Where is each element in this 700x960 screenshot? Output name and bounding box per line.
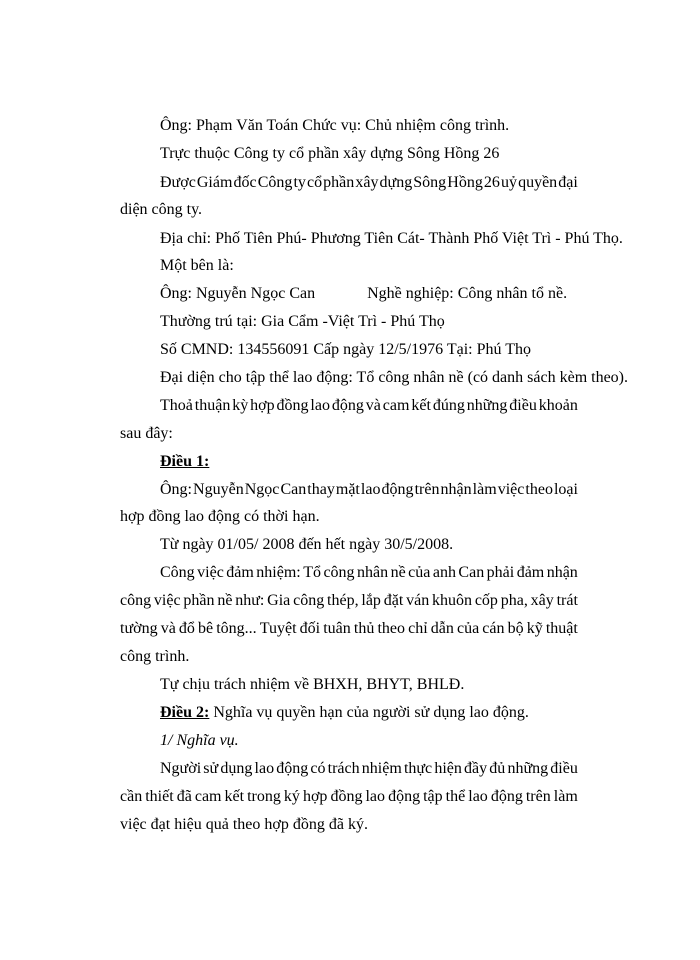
party-b-occupation: Nghề nghiệp: Công nhân tổ nề. <box>367 285 568 302</box>
word: ty <box>293 174 306 191</box>
word: trát <box>556 592 578 609</box>
article-1-p1-line <box>160 481 578 499</box>
article-2-sub-1: 1/ Nghĩa vụ. <box>160 732 239 749</box>
word: đồng <box>276 397 309 414</box>
word: đảm <box>226 564 254 581</box>
word: dụng <box>220 760 253 777</box>
word: Ông: <box>160 481 192 498</box>
word: của <box>456 620 480 637</box>
word: dựng <box>379 174 413 191</box>
word: đúng <box>432 397 465 414</box>
word: cần <box>120 788 143 805</box>
word: theo <box>525 481 553 498</box>
word: chỉ <box>408 620 428 637</box>
word: làm <box>472 481 497 498</box>
word: thuận <box>194 397 231 414</box>
word: loại <box>553 481 578 498</box>
article-2-heading-line <box>160 704 529 722</box>
word: tường <box>120 620 158 637</box>
word: kết <box>411 397 431 414</box>
word: bộ <box>507 620 524 637</box>
word: uỷ <box>500 174 517 191</box>
party-b-name-line <box>160 285 567 303</box>
word: đối <box>299 620 321 637</box>
article-2-heading: Điều 2: <box>160 704 210 721</box>
word: thể <box>445 788 466 805</box>
article-1-duty-line-2 <box>120 592 578 610</box>
word: hiện <box>434 760 462 777</box>
word: Tuyệt <box>259 620 297 637</box>
word: khuôn <box>432 592 473 609</box>
article-1-heading: Điều 1: <box>160 453 210 470</box>
word: động <box>381 481 414 498</box>
word: có <box>310 760 326 777</box>
party-a-representative: Ông: Phạm Văn Toán Chức vụ: Chủ nhiệm công trình. <box>160 117 510 134</box>
word: Sông <box>413 174 447 191</box>
word: thiết <box>145 788 174 805</box>
word: dẫn <box>430 620 454 637</box>
word: tông... <box>216 620 257 637</box>
word: anh <box>432 564 456 581</box>
word: đảm <box>516 564 545 581</box>
word: việc <box>197 564 224 581</box>
agreement-cont: sau đây: <box>120 425 173 442</box>
word: và <box>365 397 381 414</box>
word: Công <box>160 564 195 581</box>
article-1-insurance: Tự chịu trách nhiệm về BHXH, BHYT, BHLĐ. <box>160 676 465 693</box>
word: làm <box>553 788 578 805</box>
word: lao <box>310 397 330 414</box>
article-1-duty-cont: công trình. <box>120 648 190 665</box>
word: đã <box>176 788 192 805</box>
agreement-line <box>160 397 578 415</box>
article-2-title: Nghĩa vụ quyền hạn của người sử dụng lao động. <box>209 704 529 721</box>
word: thực <box>403 760 433 777</box>
word: thuật <box>545 620 578 637</box>
word: lao <box>365 788 386 805</box>
word: nhận <box>546 564 578 581</box>
word: thủ <box>353 620 375 637</box>
party-b-residence: Thường trú tại: Gia Cẩm -Việt Trì - Phú Thọ <box>160 313 445 330</box>
word: của <box>408 564 431 581</box>
word: quyền <box>518 174 558 191</box>
word: đủ <box>489 760 506 777</box>
word: những <box>507 760 549 777</box>
word: cam <box>194 788 222 805</box>
word: đặt <box>383 592 404 609</box>
word: Thoả <box>160 397 193 414</box>
word: Công <box>257 174 293 191</box>
word: công <box>323 564 355 581</box>
word: lắp <box>361 592 381 609</box>
word: như: <box>235 592 265 609</box>
word: phần <box>323 174 355 191</box>
article-1-dates: Từ ngày 01/05/ 2008 đến hết ngày 30/5/2008. <box>160 536 454 553</box>
word: sử <box>203 760 219 777</box>
word: hợp <box>302 788 328 805</box>
word: kết <box>224 788 245 805</box>
word: trách <box>327 760 360 777</box>
word: nhận <box>440 481 472 498</box>
word: kỹ <box>526 620 543 637</box>
word: Nguyễn <box>193 481 244 498</box>
party-b-intro: Một bên là: <box>160 257 234 274</box>
party-a-address: Địa chỉ: Phố Tiên Phú- Phương Tiên Cát- Thành Phố Việt Trì - Phú Thọ. <box>160 230 623 247</box>
word: động <box>388 788 421 805</box>
word: phải <box>486 564 515 581</box>
word: hợp <box>250 397 275 414</box>
article-2-p-line-1 <box>160 760 578 778</box>
word: Hồng <box>447 174 483 191</box>
word: Người <box>160 760 202 777</box>
party-a-authorization-cont: diện công ty. <box>120 201 203 218</box>
party-b-id: Số CMND: 134556091 Cấp ngày 12/5/1976 Tại: Phú Thọ <box>160 341 531 358</box>
word: động <box>331 397 364 414</box>
word: xây <box>355 174 379 191</box>
article-2-p-cont: việc đạt hiệu quả theo hợp đồng đã ký. <box>120 816 368 833</box>
word: Ngọc <box>244 481 280 498</box>
word: trong <box>247 788 281 805</box>
word: 26 <box>483 174 500 191</box>
article-1-duty-line-1 <box>160 564 578 582</box>
article-1-duty-line-3 <box>120 620 578 638</box>
party-b-representative: Đại diện cho tập thể lao động: Tổ công nhân nề (có danh sách kèm theo). <box>160 369 629 386</box>
party-a-affiliation: Trực thuộc Công ty cổ phần xây dựng Sông Hồng 26 <box>160 145 500 162</box>
word: nhiệm <box>361 760 402 777</box>
word: tuân <box>323 620 351 637</box>
word: lao <box>468 788 488 805</box>
word: phần <box>183 592 215 609</box>
word: động <box>490 788 523 805</box>
word: đồng <box>330 788 363 805</box>
word: Gia <box>267 592 291 609</box>
word: ký <box>283 788 300 805</box>
word: thép, <box>327 592 359 609</box>
word: nhân <box>357 564 389 581</box>
word: đầy <box>464 760 488 777</box>
word: mặt <box>335 481 360 498</box>
word: việc <box>153 592 181 609</box>
article-1-p1-cont: hợp đồng lao động có thời hạn. <box>120 508 320 525</box>
party-a-authorization-line <box>160 174 578 192</box>
article-2-p-line-2 <box>120 788 578 806</box>
word: tập <box>423 788 443 805</box>
word: và <box>160 620 176 637</box>
word: Được <box>160 174 196 191</box>
word: đổ <box>178 620 195 637</box>
word: ván <box>406 592 430 609</box>
word: Giám <box>196 174 233 191</box>
word: công <box>293 592 325 609</box>
word: Tổ <box>303 564 321 581</box>
word: xây <box>530 592 554 609</box>
word: trên <box>414 481 440 498</box>
word: lao <box>254 760 275 777</box>
word: theo <box>377 620 405 637</box>
word: cổ <box>306 174 323 191</box>
word: cam <box>382 397 410 414</box>
word: nề <box>390 564 406 581</box>
word: đại <box>558 174 578 191</box>
word: cán <box>482 620 505 637</box>
word: nề <box>217 592 233 609</box>
word: động <box>276 760 309 777</box>
word: điều <box>550 760 578 777</box>
word: lao <box>360 481 381 498</box>
word: Can <box>458 564 485 581</box>
word: công <box>120 592 152 609</box>
word: việc <box>497 481 525 498</box>
word: nhiệm: <box>256 564 301 581</box>
word: cốp <box>474 592 498 609</box>
word: đốc <box>233 174 257 191</box>
word: những <box>466 397 508 414</box>
word: trên <box>525 788 551 805</box>
word: pha, <box>500 592 528 609</box>
word: bê <box>198 620 214 637</box>
word: kỳ <box>232 397 249 414</box>
word: Can <box>280 481 307 498</box>
word: khoản <box>538 397 578 414</box>
party-b-name: Ông: Nguyễn Ngọc Can <box>160 285 316 302</box>
word: thay <box>307 481 335 498</box>
word: điều <box>509 397 537 414</box>
